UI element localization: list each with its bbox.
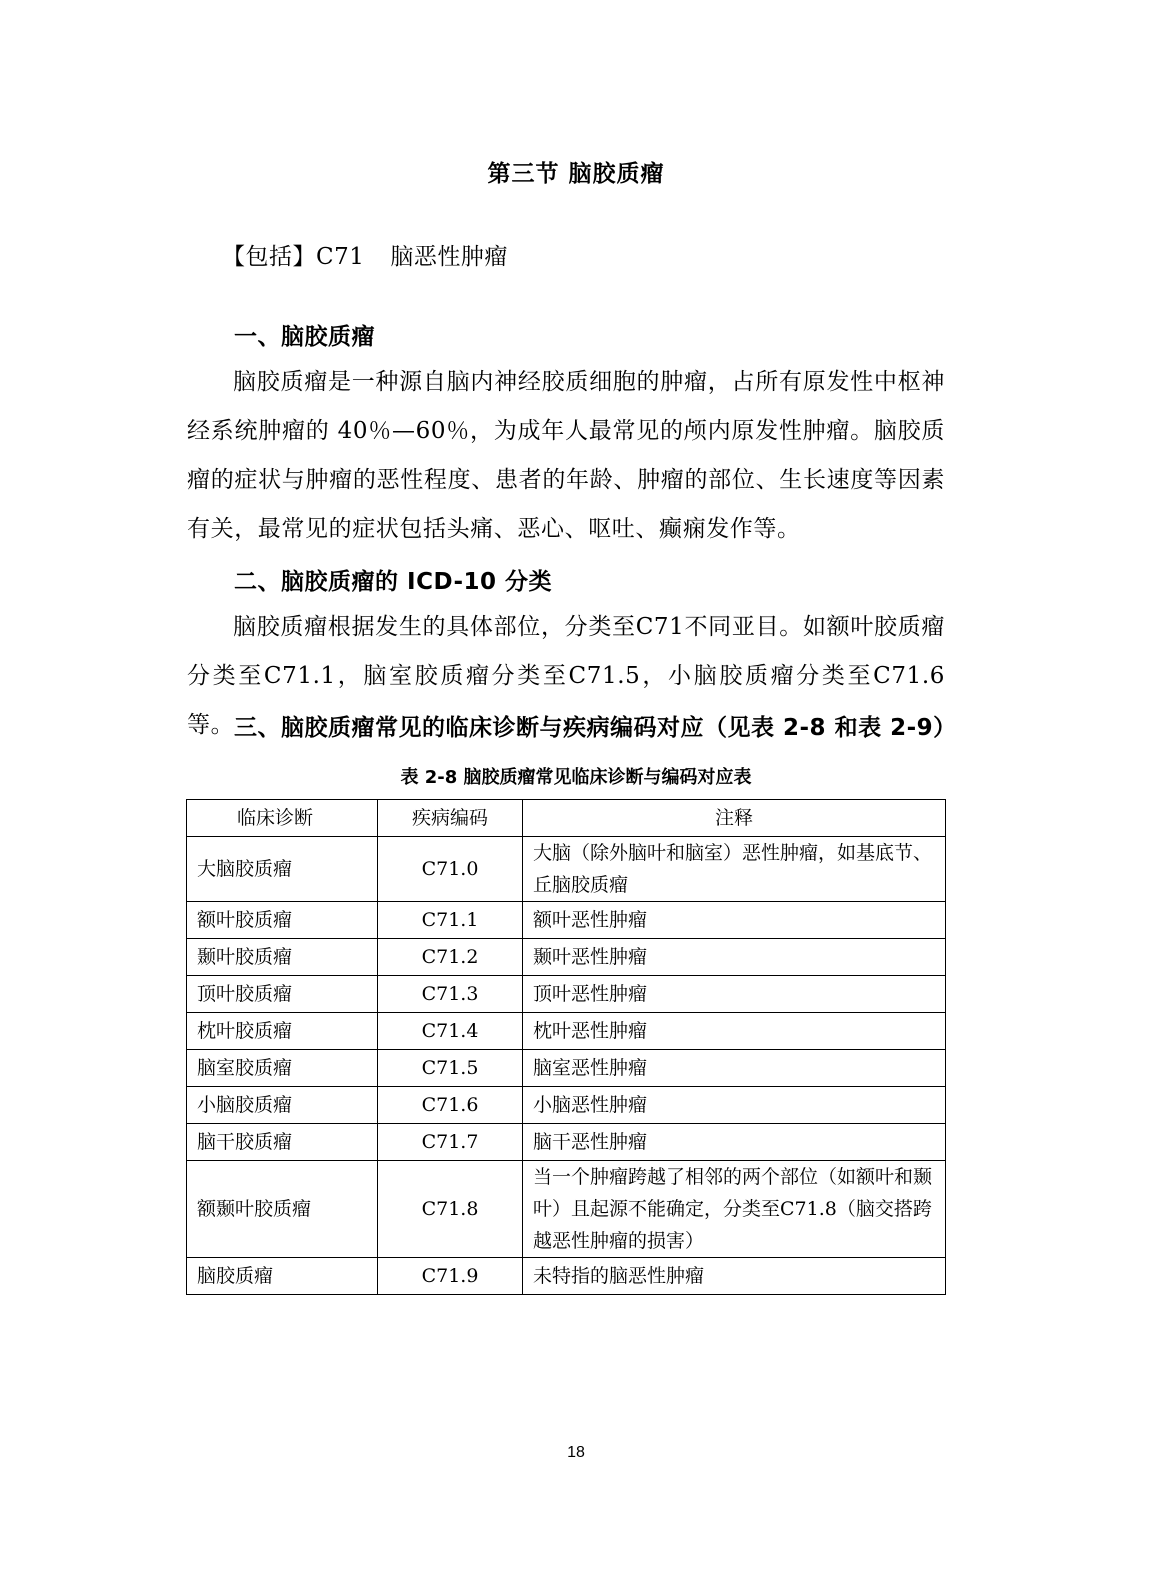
cell-note: 未特指的脑恶性肿瘤 [523,1258,946,1295]
cell-diagnosis: 脑胶质瘤 [187,1258,378,1295]
cell-diagnosis: 颞叶胶质瘤 [187,939,378,976]
heading-coding-mapping: 三、脑胶质瘤常见的临床诊断与疾病编码对应（见表 2-8 和表 2-9） [234,715,957,741]
cell-code: C71.1 [378,902,523,939]
includes-text: 脑恶性肿瘤 [390,244,508,270]
cell-diagnosis: 额叶胶质瘤 [187,902,378,939]
table-caption: 表 2-8 脑胶质瘤常见临床诊断与编码对应表 [400,767,752,788]
paragraph-overview: 脑胶质瘤是一种源自脑内神经胶质细胞的肿瘤，占所有原发性中枢神经系统肿瘤的 40％—60％，为成年人最常见的颅内原发性肿瘤。脑胶质瘤的症状与肿瘤的恶性程度、患者的年龄、肿瘤的部位、生长速度等因素有关，最常见的症状包括头痛、恶心、呕吐、癫痫发作等。 [187,369,945,542]
table-header-row [187,800,946,837]
cell-note: 颞叶恶性肿瘤 [523,939,946,976]
table-row [187,1050,946,1087]
cell-diagnosis: 顶叶胶质瘤 [187,976,378,1013]
cell-diagnosis: 脑干胶质瘤 [187,1124,378,1161]
includes-label: 【包括】C71 [222,244,365,270]
paragraph-classification: 脑胶质瘤根据发生的具体部位，分类至C71不同亚目。如额叶胶质瘤分类至C71.1，脑室胶质瘤分类至C71.5，小脑胶质瘤分类至C71.6等。 [187,614,945,738]
cell-note: 脑室恶性肿瘤 [523,1050,946,1087]
page-number: 18 [567,1444,585,1461]
cell-diagnosis: 小脑胶质瘤 [187,1087,378,1124]
heading-overview: 一、脑胶质瘤 [234,324,375,350]
table-row [187,902,946,939]
cell-note: 大脑（除外脑叶和脑室）恶性肿瘤，如基底节、丘脑胶质瘤 [523,837,946,902]
heading-classification: 二、脑胶质瘤的 ICD-10 分类 [234,569,553,595]
table-row [187,976,946,1013]
cell-code: C71.2 [378,939,523,976]
cell-note: 顶叶恶性肿瘤 [523,976,946,1013]
cell-note: 枕叶恶性肿瘤 [523,1013,946,1050]
section-title: 第三节 脑胶质瘤 [487,161,665,187]
cell-code: C71.6 [378,1087,523,1124]
cell-note: 额叶恶性肿瘤 [523,902,946,939]
cell-code: C71.4 [378,1013,523,1050]
table-row [187,837,946,902]
table-row [187,939,946,976]
diagnosis-code-table [186,799,946,1295]
cell-note: 当一个肿瘤跨越了相邻的两个部位（如额叶和颞叶）且起源不能确定，分类至C71.8（脑交搭跨越恶性肿瘤的损害） [523,1161,946,1258]
cell-note: 小脑恶性肿瘤 [523,1087,946,1124]
header-diagnosis: 临床诊断 [187,800,378,837]
cell-code: C71.8 [378,1161,523,1258]
cell-code: C71.9 [378,1258,523,1295]
cell-diagnosis: 脑室胶质瘤 [187,1050,378,1087]
header-code: 疾病编码 [378,800,523,837]
table-row [187,1258,946,1295]
table-row [187,1124,946,1161]
cell-code: C71.7 [378,1124,523,1161]
table-row [187,1013,946,1050]
cell-code: C71.3 [378,976,523,1013]
cell-diagnosis: 大脑胶质瘤 [187,837,378,902]
cell-diagnosis: 额颞叶胶质瘤 [187,1161,378,1258]
cell-note: 脑干恶性肿瘤 [523,1124,946,1161]
header-note: 注释 [523,800,946,837]
cell-code: C71.0 [378,837,523,902]
cell-code: C71.5 [378,1050,523,1087]
includes-line [222,238,508,271]
table-row [187,1161,946,1258]
table-row [187,1087,946,1124]
cell-diagnosis: 枕叶胶质瘤 [187,1013,378,1050]
